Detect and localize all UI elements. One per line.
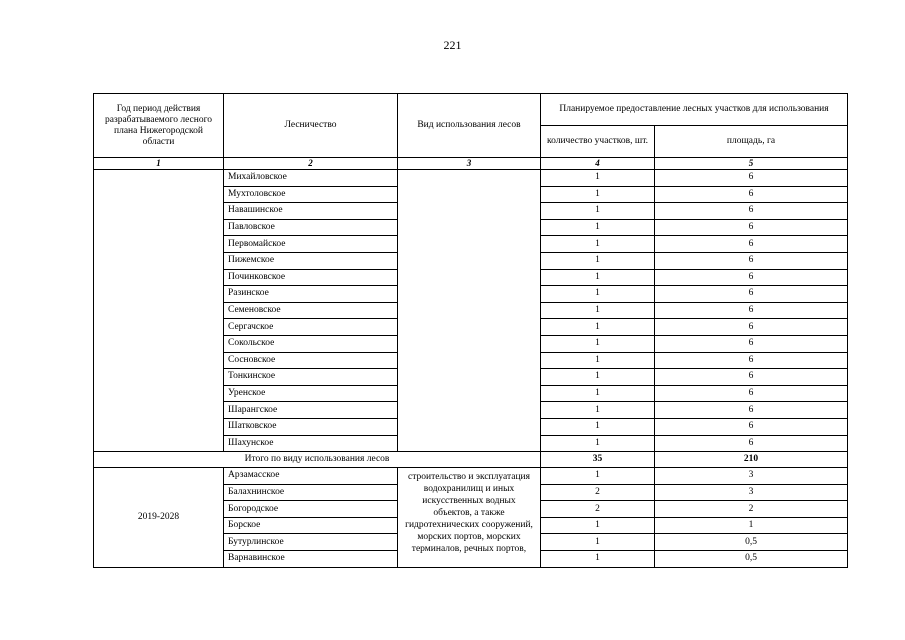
count-cell: 1 bbox=[541, 236, 655, 253]
count-cell: 1 bbox=[541, 302, 655, 319]
column-number: 1 bbox=[94, 158, 224, 170]
count-cell: 1 bbox=[541, 219, 655, 236]
header-forestry: Лесничество bbox=[224, 94, 398, 158]
forestry-cell: Сосновское bbox=[224, 352, 398, 369]
count-cell: 1 bbox=[541, 418, 655, 435]
count-cell: 1 bbox=[541, 551, 655, 568]
total-count: 35 bbox=[541, 452, 655, 468]
forestry-cell: Балахнинское bbox=[224, 484, 398, 501]
area-cell: 6 bbox=[655, 435, 848, 452]
forestry-cell: Первомайское bbox=[224, 236, 398, 253]
forestry-cell: Арзамасское bbox=[224, 468, 398, 485]
column-number: 4 bbox=[541, 158, 655, 170]
column-number: 2 bbox=[224, 158, 398, 170]
use-type-cell: строительство и эксплуатация водохранилищ и иных искусственных водных объектов, а также гидротехнических сооружений, морских портов, морских терминалов, речных портов, bbox=[398, 468, 541, 568]
count-cell: 1 bbox=[541, 402, 655, 419]
forestry-cell: Уренское bbox=[224, 385, 398, 402]
forestry-cell: Сокольское bbox=[224, 335, 398, 352]
total-label: Итого по виду использования лесов bbox=[94, 452, 541, 468]
count-cell: 1 bbox=[541, 170, 655, 187]
header-area: площадь, га bbox=[655, 126, 848, 158]
table-row bbox=[94, 170, 848, 187]
forestry-cell: Навашинское bbox=[224, 203, 398, 220]
count-cell: 1 bbox=[541, 468, 655, 485]
count-cell: 1 bbox=[541, 286, 655, 303]
area-cell: 3 bbox=[655, 468, 848, 485]
area-cell: 6 bbox=[655, 186, 848, 203]
count-cell: 1 bbox=[541, 269, 655, 286]
count-cell: 1 bbox=[541, 319, 655, 336]
area-cell: 6 bbox=[655, 252, 848, 269]
forestry-cell: Семеновское bbox=[224, 302, 398, 319]
area-cell: 6 bbox=[655, 170, 848, 187]
forestry-cell: Шахунское bbox=[224, 435, 398, 452]
forest-plan-table bbox=[93, 93, 848, 568]
column-number: 5 bbox=[655, 158, 848, 170]
area-cell: 2 bbox=[655, 501, 848, 518]
area-cell: 6 bbox=[655, 335, 848, 352]
area-cell: 6 bbox=[655, 369, 848, 386]
forestry-cell: Борское bbox=[224, 517, 398, 534]
forestry-cell: Мухтоловское bbox=[224, 186, 398, 203]
area-cell: 6 bbox=[655, 402, 848, 419]
count-cell: 1 bbox=[541, 435, 655, 452]
count-cell: 1 bbox=[541, 335, 655, 352]
count-cell: 1 bbox=[541, 186, 655, 203]
area-cell: 6 bbox=[655, 302, 848, 319]
use-type-cell bbox=[398, 170, 541, 452]
area-cell: 6 bbox=[655, 418, 848, 435]
area-cell: 6 bbox=[655, 352, 848, 369]
area-cell: 6 bbox=[655, 219, 848, 236]
forestry-cell: Бутурлинское bbox=[224, 534, 398, 551]
forestry-cell: Шарангское bbox=[224, 402, 398, 419]
header-count: количество участков, шт. bbox=[541, 126, 655, 158]
forestry-cell: Варнавинское bbox=[224, 551, 398, 568]
count-cell: 2 bbox=[541, 501, 655, 518]
count-cell: 1 bbox=[541, 369, 655, 386]
forestry-cell: Починковское bbox=[224, 269, 398, 286]
area-cell: 6 bbox=[655, 236, 848, 253]
forestry-cell: Богородское bbox=[224, 501, 398, 518]
forestry-cell: Михайловское bbox=[224, 170, 398, 187]
forestry-cell: Шатковское bbox=[224, 418, 398, 435]
total-row bbox=[94, 452, 848, 468]
forestry-cell: Пижемское bbox=[224, 252, 398, 269]
header-use-type: Вид использования лесов bbox=[398, 94, 541, 158]
area-cell: 6 bbox=[655, 269, 848, 286]
forestry-cell: Павловское bbox=[224, 219, 398, 236]
area-cell: 1 bbox=[655, 517, 848, 534]
period-cell: 2019-2028 bbox=[94, 468, 224, 568]
column-number: 3 bbox=[398, 158, 541, 170]
count-cell: 1 bbox=[541, 203, 655, 220]
forestry-cell: Тонкинское bbox=[224, 369, 398, 386]
period-cell bbox=[94, 170, 224, 452]
area-cell: 3 bbox=[655, 484, 848, 501]
area-cell: 6 bbox=[655, 319, 848, 336]
count-cell: 1 bbox=[541, 534, 655, 551]
area-cell: 6 bbox=[655, 385, 848, 402]
forestry-cell: Разинское bbox=[224, 286, 398, 303]
total-area: 210 bbox=[655, 452, 848, 468]
forestry-cell: Сергачское bbox=[224, 319, 398, 336]
area-cell: 6 bbox=[655, 286, 848, 303]
count-cell: 1 bbox=[541, 252, 655, 269]
count-cell: 2 bbox=[541, 484, 655, 501]
header-period: Год период действия разрабатываемого лесного плана Нижегородской области bbox=[94, 94, 224, 158]
count-cell: 1 bbox=[541, 385, 655, 402]
area-cell: 0,5 bbox=[655, 551, 848, 568]
page-number: 221 bbox=[443, 38, 462, 52]
count-cell: 1 bbox=[541, 517, 655, 534]
table-row bbox=[94, 468, 848, 485]
header-planned-provision: Планируемое предоставление лесных участков для использования bbox=[541, 94, 848, 126]
area-cell: 0,5 bbox=[655, 534, 848, 551]
count-cell: 1 bbox=[541, 352, 655, 369]
area-cell: 6 bbox=[655, 203, 848, 220]
